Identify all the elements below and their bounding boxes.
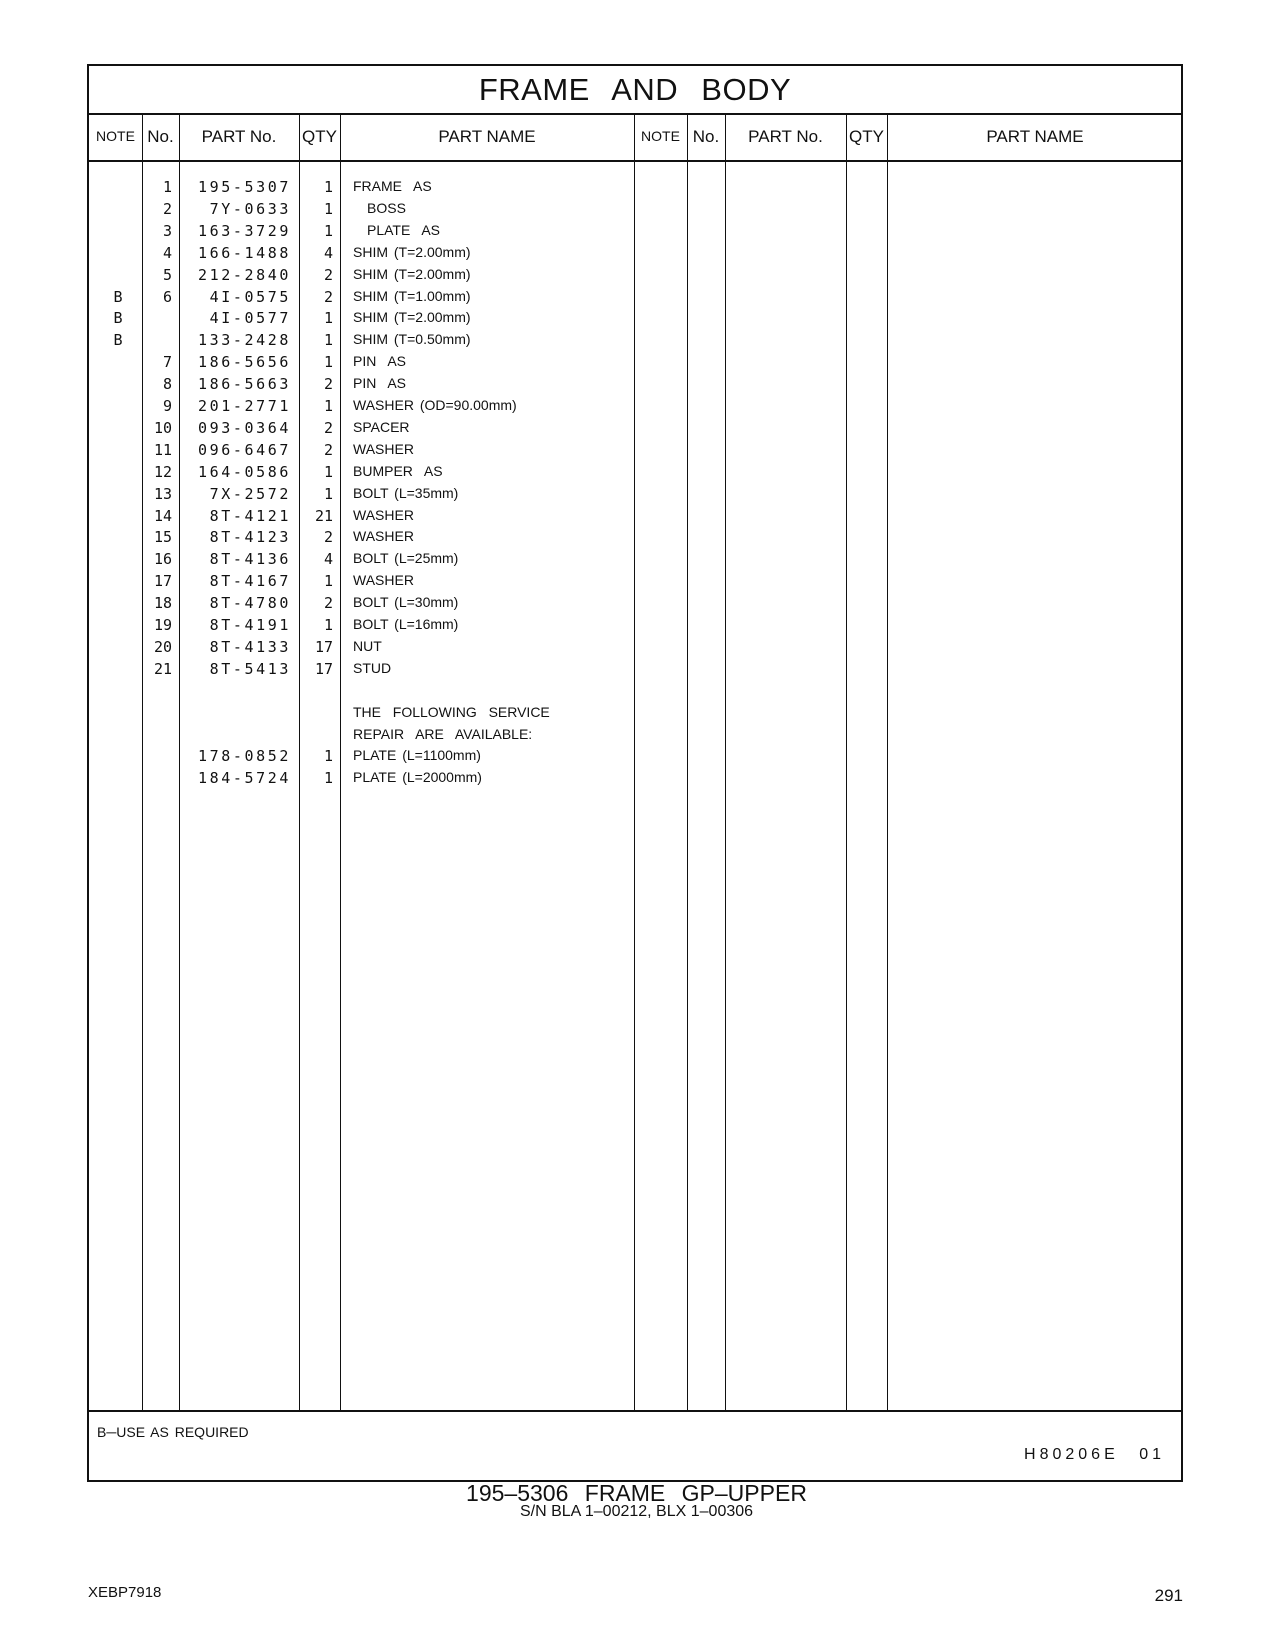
quantity-cell: 17 — [314, 659, 333, 678]
quantity-cell: 1 — [323, 616, 333, 634]
part-name-cell: BOLT (L=30mm) — [353, 594, 459, 611]
table-row — [89, 329, 634, 351]
publication-number: XEBP7918 — [88, 1584, 162, 1601]
part-number-cell: 4I-0575 — [209, 287, 291, 306]
quantity-cell: 2 — [323, 594, 333, 613]
parts-table-sheet — [87, 64, 1183, 1482]
part-name-cell: PLATE AS — [367, 221, 440, 238]
part-name-cell: WASHER — [353, 528, 414, 545]
part-name-cell: BOLT (L=25mm) — [353, 550, 459, 567]
table-row — [89, 417, 634, 439]
part-number-cell: 166-1488 — [197, 243, 291, 262]
header-qty: QTY — [302, 127, 337, 146]
part-name-cell: PLATE (L=2000mm) — [353, 769, 482, 786]
quantity-cell: 4 — [323, 243, 333, 262]
quantity-cell: 2 — [323, 265, 333, 284]
table-row — [89, 373, 634, 395]
item-number-cell: 9 — [162, 397, 172, 415]
table-row — [89, 461, 634, 483]
quantity-cell: 1 — [323, 397, 333, 415]
part-name-cell: SHIM (T=0.50mm) — [353, 331, 471, 348]
part-number-cell: 7X-2572 — [209, 484, 291, 503]
header-part-no-right: PART No. — [748, 127, 823, 146]
item-number-cell: 19 — [153, 616, 172, 634]
part-number-cell: 096-6467 — [197, 440, 291, 459]
quantity-cell: 1 — [323, 769, 333, 788]
item-number-cell: 21 — [153, 659, 172, 678]
part-name-cell: SHIM (T=2.00mm) — [353, 243, 471, 260]
item-number-cell: 20 — [153, 637, 172, 656]
part-number-cell: 133-2428 — [197, 331, 291, 350]
footnote: B─USE AS REQUIRED — [97, 1424, 249, 1440]
part-name-cell: BOSS — [367, 199, 406, 216]
header-no: No. — [147, 127, 174, 146]
item-number-cell: 12 — [153, 462, 172, 481]
item-number-cell: 7 — [162, 353, 172, 372]
table-row — [89, 636, 634, 658]
quantity-cell: 1 — [323, 747, 333, 766]
part-name-cell: BOLT (L=16mm) — [353, 616, 459, 632]
quantity-cell: 4 — [323, 550, 333, 569]
part-number-cell: 163-3729 — [197, 221, 291, 240]
header-part-no: PART No. — [201, 127, 277, 146]
part-number-cell: 8T-4780 — [209, 594, 291, 613]
table-row — [89, 242, 634, 264]
part-number-cell: 8T-5413 — [209, 659, 291, 678]
part-name-cell: BUMPER AS — [353, 462, 443, 479]
part-number-cell: 8T-4136 — [209, 550, 291, 569]
table-row — [89, 526, 634, 548]
header-note: NOTE — [96, 128, 135, 144]
part-number-cell: 178-0852 — [197, 747, 291, 766]
quantity-cell: 2 — [323, 287, 333, 306]
part-number-cell: 8T-4167 — [209, 572, 291, 591]
item-number-cell: 17 — [153, 572, 172, 591]
item-number-cell: 10 — [153, 418, 172, 437]
part-name-cell: REPAIR ARE AVAILABLE: — [353, 725, 533, 742]
item-number-cell: 1 — [162, 178, 172, 196]
table-row — [89, 658, 634, 680]
table-row — [89, 505, 634, 527]
note-cell: B — [113, 287, 123, 306]
quantity-cell: 17 — [314, 637, 333, 656]
part-name-cell: SHIM (T=1.00mm) — [353, 287, 471, 304]
part-name-cell: NUT — [353, 637, 382, 654]
note-cell: B — [113, 309, 123, 328]
header-no-right: No. — [692, 127, 720, 146]
part-name-cell: SPACER — [353, 418, 410, 435]
table-row — [89, 395, 634, 417]
part-number-cell: 8T-4121 — [209, 506, 291, 525]
header-qty-right: QTY — [849, 127, 884, 146]
quantity-cell: 2 — [323, 528, 333, 547]
table-row — [89, 307, 634, 329]
quantity-cell: 2 — [323, 440, 333, 459]
part-number-cell: 186-5663 — [197, 375, 291, 394]
column-header-row — [89, 113, 1181, 162]
item-number-cell: 8 — [162, 375, 172, 394]
part-number-cell: 7Y-0633 — [209, 199, 291, 218]
table-row — [89, 176, 634, 198]
part-number-cell: 186-5656 — [197, 353, 291, 372]
part-name-cell: BOLT (L=35mm) — [353, 484, 459, 501]
item-number-cell: 18 — [153, 594, 172, 613]
part-name-cell: PIN AS — [353, 375, 407, 392]
item-number-cell: 14 — [153, 506, 172, 525]
part-number-cell: 195-5307 — [197, 178, 291, 196]
table-row — [89, 767, 634, 789]
table-row — [89, 198, 634, 220]
quantity-cell: 2 — [323, 418, 333, 437]
assembly-caption: 195–5306 FRAME GP–UPPER — [466, 1480, 807, 1506]
item-number-cell: 13 — [153, 484, 172, 503]
part-name-cell: SHIM (T=2.00mm) — [353, 265, 471, 282]
document-code: H80206E 01 — [1024, 1446, 1165, 1463]
table-row — [89, 264, 634, 286]
quantity-cell: 1 — [323, 353, 333, 372]
part-name-cell: PLATE (L=1100mm) — [353, 747, 481, 764]
part-name-cell: THE FOLLOWING SERVICE — [353, 703, 550, 720]
item-number-cell: 2 — [162, 199, 172, 218]
quantity-cell: 1 — [323, 572, 333, 591]
table-row — [89, 592, 634, 614]
item-number-cell: 15 — [153, 528, 172, 547]
quantity-cell: 1 — [323, 199, 333, 218]
quantity-cell: 21 — [314, 506, 333, 525]
part-name-cell: PIN AS — [353, 353, 407, 370]
part-name-cell: FRAME AS — [353, 178, 432, 194]
table-row — [89, 286, 634, 308]
table-row — [89, 439, 634, 461]
part-number-cell: 212-2840 — [197, 265, 291, 284]
serial-numbers: S/N BLA 1–00212, BLX 1–00306 — [519, 1503, 754, 1520]
part-number-cell: 8T-4133 — [209, 637, 291, 656]
table-row — [89, 570, 634, 592]
part-name-cell: WASHER (OD=90.00mm) — [353, 397, 517, 413]
table-row — [89, 724, 634, 746]
part-number-cell: 164-0586 — [197, 462, 291, 481]
item-number-cell: 11 — [153, 440, 172, 459]
quantity-cell: 1 — [323, 462, 333, 481]
table-row — [89, 745, 634, 767]
table-row — [89, 680, 634, 702]
item-number-cell: 3 — [162, 221, 172, 240]
part-number-cell: 8T-4191 — [209, 616, 291, 634]
parts-list — [89, 162, 1181, 1412]
table-row — [89, 614, 634, 636]
table-row — [89, 220, 634, 242]
quantity-cell: 1 — [323, 178, 333, 196]
quantity-cell: 1 — [323, 309, 333, 328]
part-name-cell: SHIM (T=2.00mm) — [353, 309, 471, 326]
table-row — [89, 702, 634, 724]
part-name-cell: WASHER — [353, 572, 414, 589]
quantity-cell: 2 — [323, 375, 333, 394]
part-number-cell: 8T-4123 — [209, 528, 291, 547]
header-note-right: NOTE — [641, 128, 680, 144]
table-row — [89, 548, 634, 570]
item-number-cell: 6 — [162, 287, 172, 306]
table-row — [89, 351, 634, 373]
quantity-cell: 1 — [323, 484, 333, 503]
item-number-cell: 5 — [162, 265, 172, 284]
item-number-cell: 16 — [153, 550, 172, 569]
part-number-cell: 184-5724 — [197, 769, 291, 788]
part-name-cell: WASHER — [353, 506, 414, 523]
part-name-cell: STUD — [353, 659, 392, 676]
page-number: 291 — [1154, 1586, 1183, 1605]
note-cell: B — [113, 331, 123, 350]
table-row — [89, 483, 634, 505]
quantity-cell: 1 — [323, 331, 333, 350]
part-number-cell: 093-0364 — [197, 418, 291, 437]
part-number-cell: 4I-0577 — [209, 309, 291, 328]
section-title: FRAME AND BODY — [89, 66, 1181, 115]
quantity-cell: 1 — [323, 221, 333, 240]
header-part-name-right: PART NAME — [986, 127, 1084, 146]
part-number-cell: 201-2771 — [197, 397, 291, 415]
item-number-cell: 4 — [162, 243, 172, 262]
header-part-name: PART NAME — [438, 127, 536, 146]
part-name-cell: WASHER — [353, 440, 414, 457]
